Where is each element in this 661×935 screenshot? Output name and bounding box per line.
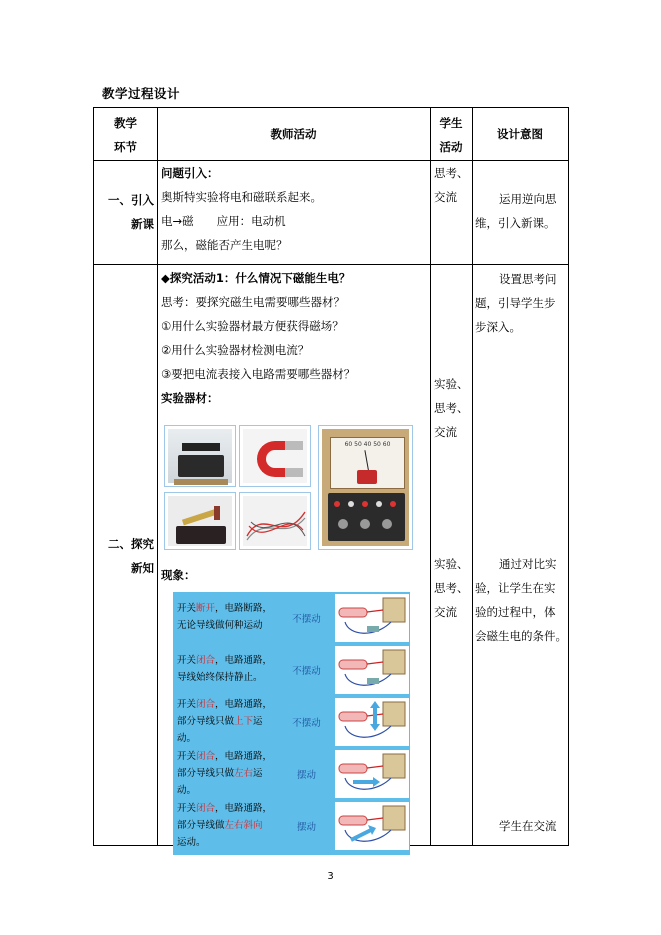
header-teacher: 教师活动	[270, 127, 317, 141]
circuit-diagram-icon	[335, 594, 409, 642]
photo-wires	[239, 492, 311, 550]
observation-row: 开关闭合，电路通路， 部分导线只做上下运 动。 不摆动	[173, 696, 410, 748]
header-intent: 设计意图	[497, 127, 543, 141]
photo-knife-switch	[164, 492, 236, 550]
photo-switch-magnet	[164, 425, 236, 487]
circuit-diagonal-motion-icon	[335, 802, 409, 850]
page-number: 3	[327, 871, 334, 882]
row1-intent: 运用逆向思 维，引入新课。	[475, 192, 557, 230]
row2-teacher: ◆探究活动1：什么情况下磁能生电？ 思考：要探究磁生电需要哪些器材？ ①用什么实验器材最方便获得磁场？ ②用什么实验器材检测电流？ ③要把电流表接入电路需要哪些器材？ 实验器材：	[161, 271, 356, 405]
wires-icon	[243, 496, 309, 548]
row1-student: 思考、 交流	[434, 166, 469, 204]
observation-row: 开关闭合，电路通路， 导线始终保持静止。 不摆动	[173, 644, 410, 696]
row2-intent-c: 学生在交流	[499, 819, 557, 833]
observation-label: 现象：	[161, 568, 196, 582]
photo-horseshoe-magnet	[239, 425, 311, 487]
row2-intent-b: 通过对比实 验，让学生在实 验的过程中，体 会磁生电的条件。	[475, 557, 567, 643]
circuit-diagram-icon	[335, 646, 409, 694]
lesson-table	[93, 107, 569, 846]
row2-student-b: 实验、 思考、 交流	[434, 557, 469, 619]
header-stage: 教学 环节	[114, 116, 137, 154]
row1-stage: 一、引入 新课	[108, 193, 154, 231]
observation-row: 开关闭合，电路通路， 部分导线只做左右运 动。 摆动	[173, 748, 410, 800]
row2-student-a: 实验、 思考、 交流	[434, 377, 469, 439]
photo-ammeter: 60 50 40 50 60	[318, 425, 413, 550]
observation-row: 开关断开，电路断路， 无论导线做何种运动 不摆动	[173, 592, 410, 644]
section-title: 教学过程设计	[102, 86, 181, 101]
row1-teacher: 问题引入： 奥斯特实验将电和磁联系起来。 电→磁 应用：电动机 那么，磁能否产生电呢？	[161, 166, 322, 252]
row2-intent-a: 设置思考问 题，引导学生步 步深入。	[475, 272, 557, 334]
circuit-horizontal-motion-icon	[335, 750, 409, 798]
row2-stage: 二、探究 新知	[108, 537, 154, 575]
observation-row: 开关闭合，电路通路， 部分导线做左右斜向 运动。 摆动	[173, 800, 410, 855]
observation-table	[173, 592, 410, 855]
circuit-vertical-motion-icon	[335, 698, 409, 746]
header-student: 学生 活动	[439, 116, 463, 154]
